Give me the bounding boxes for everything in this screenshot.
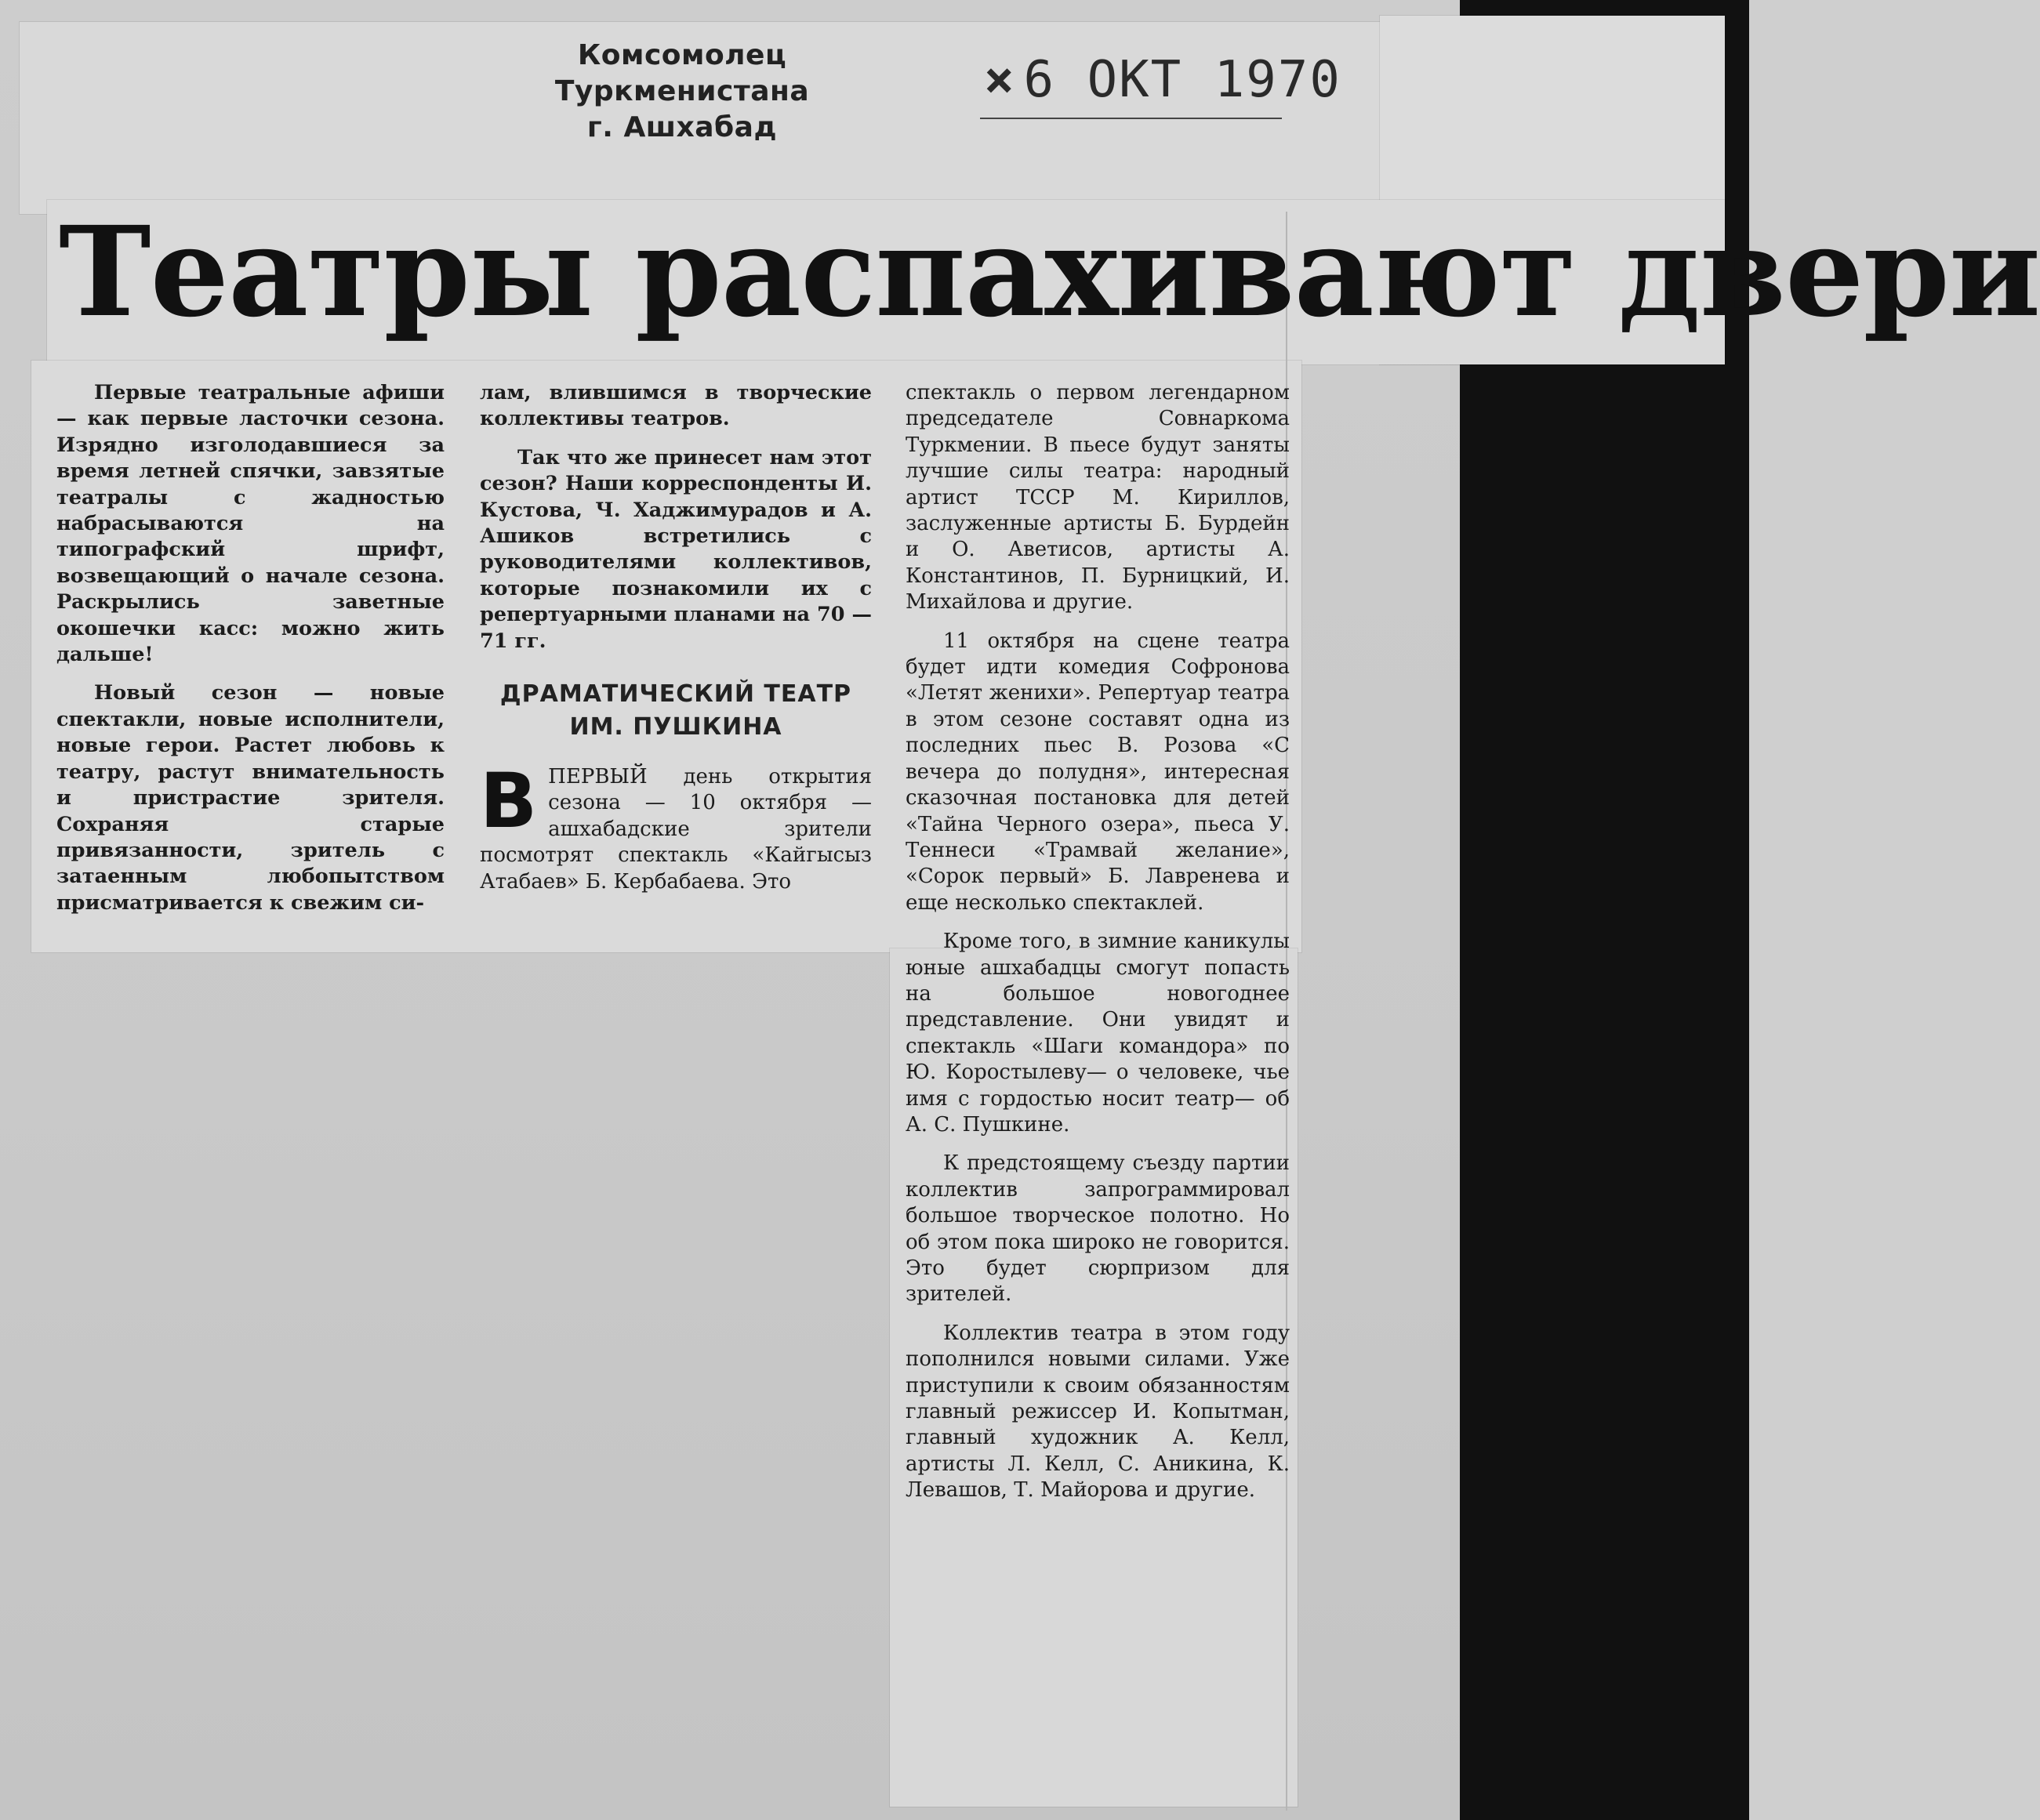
article-column-2 — [480, 380, 872, 908]
stamp-date: 6 ОКТ 1970 — [1023, 51, 1341, 109]
article-headline: Театры распахивают двери — [59, 200, 2040, 345]
stamp-underline — [980, 118, 1282, 119]
paragraph: Так что же принесет нам этот сезон? Наши корреспонденты И. Кустова, Ч. Хаджимурадов и А. Ашиков встретились с руководителями коллективов, которые познакомили их с репертуарными планами на 70 — 71 гг. — [480, 445, 872, 653]
paragraph: Кроме того, в зимние каникулы юные ашхабадцы смогут попасть на большое новогоднее представление. Они увидят и спектакль «Шаги командора» по Ю. Коростылеву— о человеке, чье имя с гордостью носит театр— об А. С. Пушкине. — [906, 930, 1290, 1137]
section-heading-line2: ИМ. ПУШКИНА — [569, 713, 782, 741]
section-heading — [480, 678, 872, 744]
newspaper-name-line2: г. Ашхабад — [586, 111, 778, 143]
paragraph: Коллектив театра в этом году пополнился новыми силами. Уже приступили к своим обязанностям главный режиссер И. Копытман, главный художник А. Келл, артисты Л. Келл, С. Аникина, К. Левашов, Т. Майорова и другие. — [906, 1321, 1290, 1503]
newspaper-name-line1: Комсомолец Туркменистана — [554, 39, 810, 107]
section-heading-line1: ДРАМАТИЧЕСКИЙ ТЕАТР — [499, 680, 852, 709]
drop-cap: В — [480, 757, 538, 846]
newspaper-name — [447, 38, 917, 146]
article-column-1 — [56, 380, 445, 929]
paragraph: Первые театральные афиши — как первые ласточки сезона. Изрядно изголодавшиеся за время летней спячки, завзятые театралы с жадностью набрасываются на типографский шрифт, возвещающий о начале сезона. Раскрылись заветные окошечки касс: можно жить дальше! — [56, 381, 445, 667]
paragraph: лам, влившимся в творческие коллективы театров. — [480, 381, 872, 431]
dropcap-text: ПЕРВЫЙ день открытия сезона — 10 октября — ашхабадские зрители посмотрят спектакль «Кайгысыз Атабаев» Б. Кербабаева. Это — [480, 765, 872, 894]
stamp-mark: × — [984, 51, 1016, 109]
paragraph: 11 октября на сцене театра будет идти комедия Софронова «Летят женихи». Репертуар театра в этом сезоне составят одна из последних пьес В. Розова «С вечера до полудня», интересная сказочная постановка для детей «Тайна Черного озера», пьеса У. Теннеси «Трамвай желание», «Сорок первый» Б. Лавренева и еще несколько спектаклей. — [906, 629, 1290, 915]
dropcap-paragraph — [480, 757, 872, 895]
paragraph: К предстоящему съезду партии коллектив запрограммировал большое творческое полотно. Но об этом пока широко не говорится. Это будет сюрпризом для зрителей. — [906, 1151, 1290, 1307]
paragraph: Новый сезон — новые спектакли, новые исполнители, новые герои. Растет любовь к театру, растут внимательность и пристрастие зрителя. Сохраняя старые привязанности, зритель с затаенным любопытством присматривается к свежим си- — [56, 681, 445, 915]
article-column-3 — [906, 380, 1290, 1517]
paragraph: спектакль о первом легендарном председателе Совнаркома Туркмении. В пьесе будут заняты лучшие силы театра: народный артист ТССР М. Кириллов, заслуженные артисты Б. Бурдейн и О. Аветисов, артисты А. Константинов, П. Бурницкий, И. Михайлова и другие. — [906, 381, 1290, 615]
date-stamp — [984, 51, 1341, 109]
